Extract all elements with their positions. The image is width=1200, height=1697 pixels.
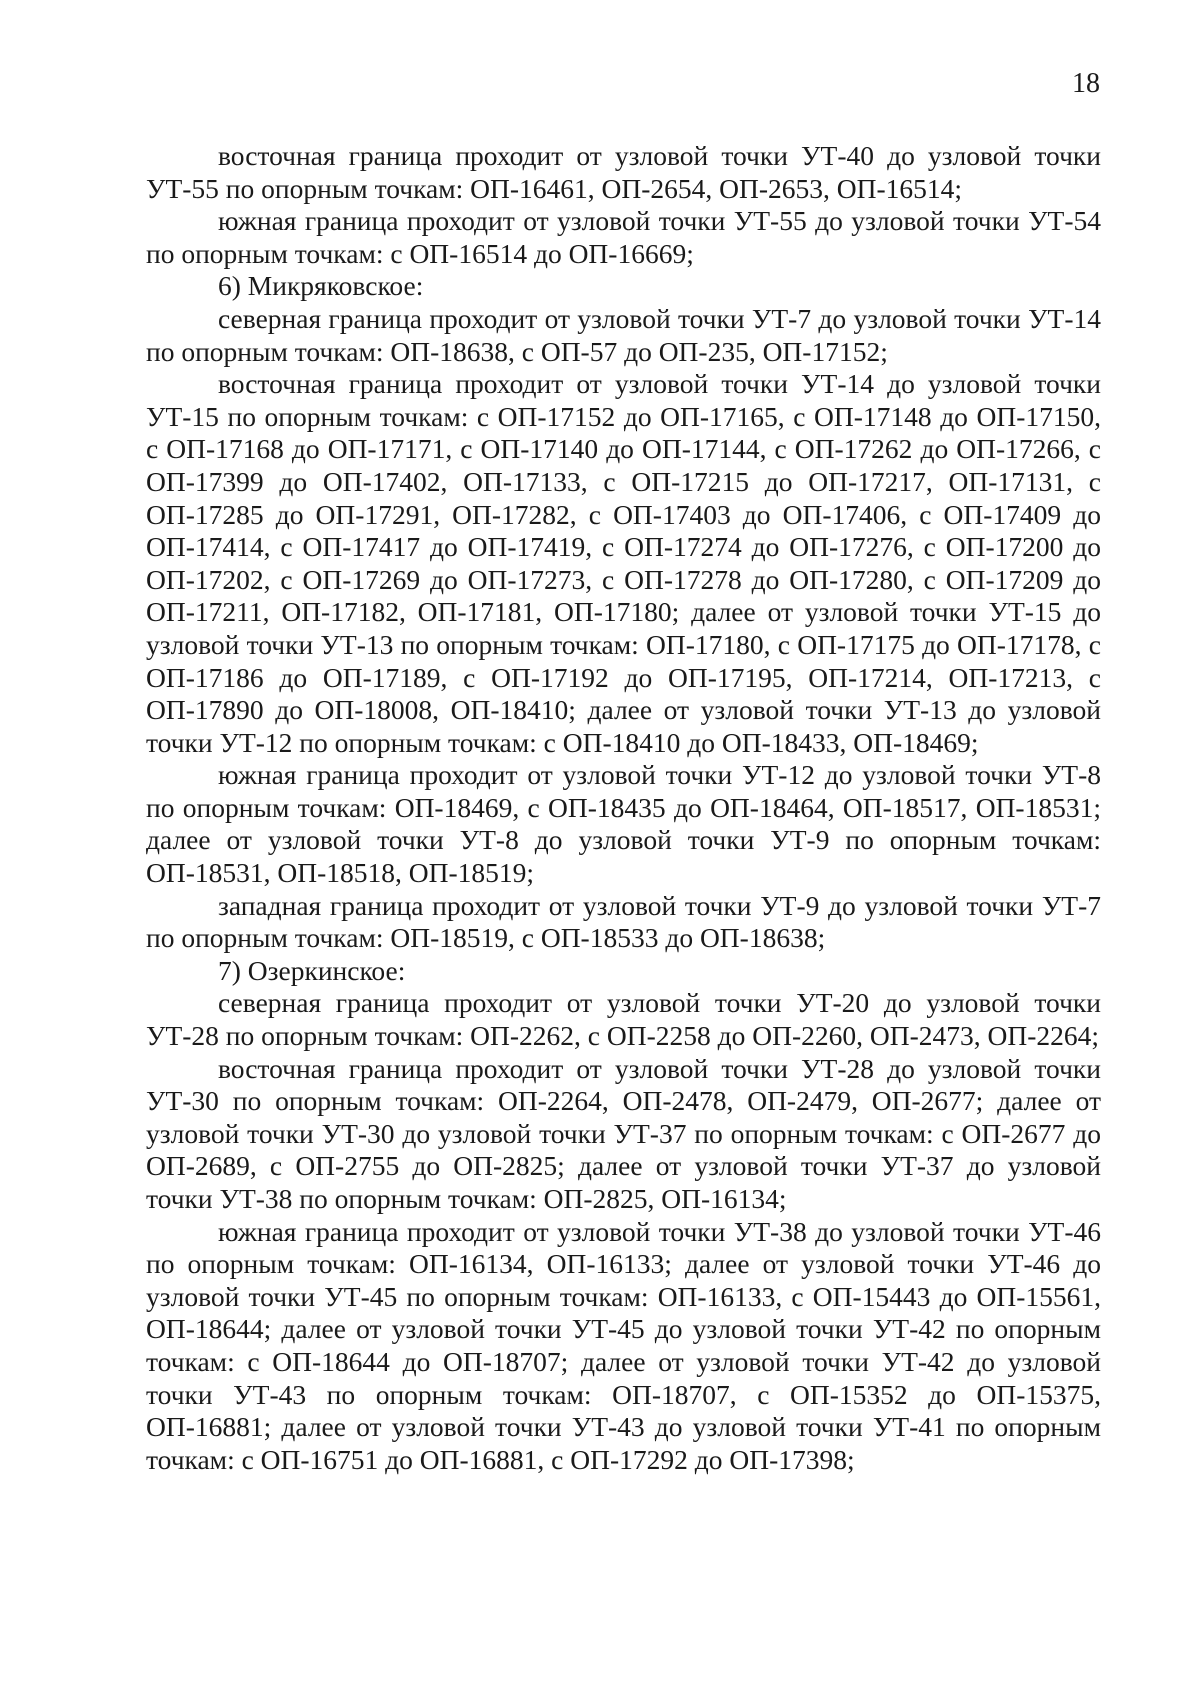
paragraph-north-boundary-ut7: северная граница проходит от узловой точки УТ-7 до узловой точки УТ-14 по опорным точкам: ОП-18638, с ОП-57 до ОП-235, ОП-17152; (146, 302, 1101, 367)
section-heading-mikryakovskoe: 6) Микряковское: (218, 270, 424, 302)
section-heading-ozerkinskoe: 7) Озеркинское: (218, 954, 406, 986)
paragraph-west-boundary-ut9: западная граница проходит от узловой точки УТ-9 до узловой точки УТ-7 по опорным точкам: ОП-18519, с ОП-18533 до ОП-18638; (146, 889, 1101, 954)
paragraph-south-boundary-ut38: южная граница проходит от узловой точки УТ-38 до узловой точки УТ-46 по опорным точкам: ОП-16134, ОП-16133; далее от узловой точки УТ-46 до узловой точки УТ-45 по опорным точкам: ОП-16133, с ОП-15443 до ОП-15561, ОП-18644; далее от узловой точки УТ-45 до узловой точки УТ-42 по опорным точкам: с ОП-18644 до ОП-18707; далее от узловой точки УТ-42 до узловой точки УТ-43 по опорным точкам: ОП-18707, с ОП-15352 до ОП-15375, ОП-16881; далее от узловой точки УТ-43 до узловой точки УТ-41 по опорным точкам: с ОП-16751 до ОП-16881, с ОП-17292 до ОП-17398; (146, 1215, 1101, 1475)
paragraph-east-boundary-ut28: восточная граница проходит от узловой точки УТ-28 до узловой точки УТ-30 по опорным точкам: ОП-2264, ОП-2478, ОП-2479, ОП-2677; далее от узловой точки УТ-30 до узловой точки УТ-37 по опорным точкам: с ОП-2677 до ОП-2689, с ОП-2755 до ОП-2825; далее от узловой точки УТ-37 до узловой точки УТ-38 по опорным точкам: ОП-2825, ОП-16134; (146, 1052, 1101, 1214)
paragraph-north-boundary-ut20: северная граница проходит от узловой точки УТ-20 до узловой точки УТ-28 по опорным точкам: ОП-2262, с ОП-2258 до ОП-2260, ОП-2473, ОП-2264; (146, 987, 1101, 1052)
document-body (146, 140, 1101, 1476)
paragraph-east-boundary-ut14: восточная граница проходит от узловой точки УТ-14 до узловой точки УТ-15 по опорным точкам: с ОП-17152 до ОП-17165, с ОП-17148 до ОП-17150, с ОП-17168 до ОП-17171, с ОП-17140 до ОП-17144, с ОП-17262 до ОП-17266, с ОП-17399 до ОП-17402, ОП-17133, с ОП-17215 до ОП-17217, ОП-17131, с ОП-17285 до ОП-17291, ОП-17282, с ОП-17403 до ОП-17406, с ОП-17409 до ОП-17414, с ОП-17417 до ОП-17419, с ОП-17274 до ОП-17276, с ОП-17200 до ОП-17202, с ОП-17269 до ОП-17273, с ОП-17278 до ОП-17280, с ОП-17209 до ОП-17211, ОП-17182, ОП-17181, ОП-17180; далее от узловой точки УТ-15 до узловой точки УТ-13 по опорным точкам: ОП-17180, с ОП-17175 до ОП-17178, с ОП-17186 до ОП-17189, с ОП-17192 до ОП-17195, ОП-17214, ОП-17213, с ОП-17890 до ОП-18008, ОП-18410; далее от узловой точки УТ-13 до узловой точки УТ-12 по опорным точкам: с ОП-18410 до ОП-18433, ОП-18469; (146, 368, 1101, 758)
paragraph-east-boundary-ut40: восточная граница проходит от узловой точки УТ-40 до узловой точки УТ-55 по опорным точкам: ОП-16461, ОП-2654, ОП-2653, ОП-16514; (146, 140, 1101, 204)
page-number: 18 (1072, 68, 1100, 99)
paragraph-south-boundary-ut12: южная граница проходит от узловой точки УТ-12 до узловой точки УТ-8 по опорным точкам: ОП-18469, с ОП-18435 до ОП-18464, ОП-18517, ОП-18531; далее от узловой точки УТ-8 до узловой точки УТ-9 по опорным точкам: ОП-18531, ОП-18518, ОП-18519; (146, 759, 1101, 889)
paragraph-south-boundary-ut55: южная граница проходит от узловой точки УТ-55 до узловой точки УТ-54 по опорным точкам: с ОП-16514 до ОП-16669; (146, 205, 1101, 269)
